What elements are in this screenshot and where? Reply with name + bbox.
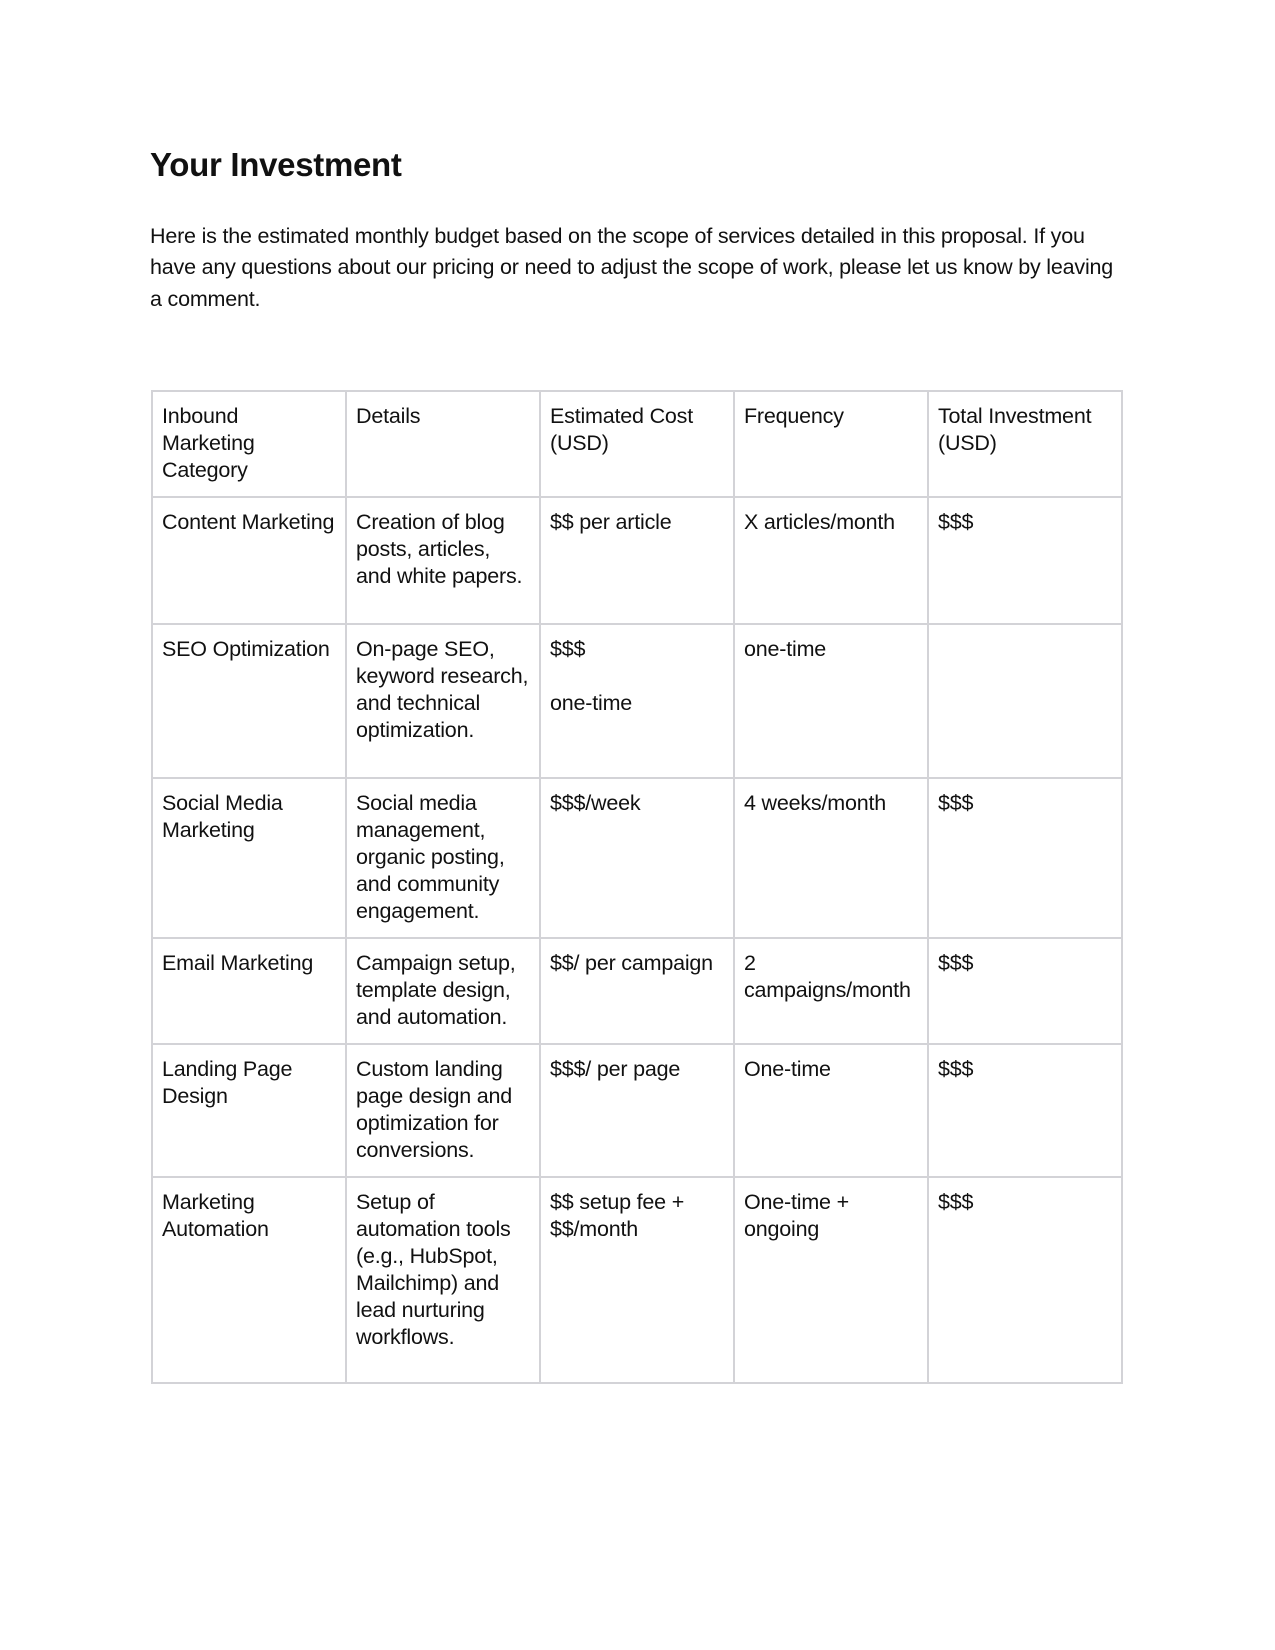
row-category: Social Media Marketing	[152, 778, 346, 938]
table-row	[152, 1044, 1122, 1177]
table-row	[152, 938, 1122, 1044]
row-details: Custom landing page design and optimization for conversions.	[346, 1044, 540, 1177]
row-frequency: One-time + ongoing	[734, 1177, 928, 1383]
table-header-row	[152, 391, 1122, 497]
row-frequency: 4 weeks/month	[734, 778, 928, 938]
row-total: $$$	[928, 938, 1122, 1044]
table-row	[152, 624, 1122, 778]
table-row	[152, 1177, 1122, 1383]
table-row	[152, 778, 1122, 938]
row-cost: $$$/week	[540, 778, 734, 938]
row-frequency: One-time	[734, 1044, 928, 1177]
row-category: Email Marketing	[152, 938, 346, 1044]
row-details: Social media management, organic posting, and community engagement.	[346, 778, 540, 938]
row-frequency: 2 campaigns/month	[734, 938, 928, 1044]
header-details: Details	[346, 391, 540, 497]
table-row	[152, 497, 1122, 624]
row-cost: $$ per article	[540, 497, 734, 624]
row-category: Landing Page Design	[152, 1044, 346, 1177]
cost-value: $$$	[550, 637, 586, 661]
header-category: Inbound Marketing Category	[152, 391, 346, 497]
row-total	[928, 624, 1122, 778]
row-details: Campaign setup, template design, and automation.	[346, 938, 540, 1044]
document-page	[150, 145, 1125, 315]
header-estimated-cost: Estimated Cost (USD)	[540, 391, 734, 497]
row-frequency: one-time	[734, 624, 928, 778]
header-total-investment: Total Investment (USD)	[928, 391, 1122, 497]
row-total: $$$	[928, 1177, 1122, 1383]
row-details: Creation of blog posts, articles, and white papers.	[346, 497, 540, 624]
row-cost: $$/ per campaign	[540, 938, 734, 1044]
cost-note: one-time	[550, 691, 633, 715]
row-frequency: X articles/month	[734, 497, 928, 624]
row-cost: $$$/ per page	[540, 1044, 734, 1177]
row-cost: $$ setup fee + $$/month	[540, 1177, 734, 1383]
row-total: $$$	[928, 778, 1122, 938]
row-category: Marketing Automation	[152, 1177, 346, 1383]
row-total: $$$	[928, 497, 1122, 624]
header-frequency: Frequency	[734, 391, 928, 497]
row-total: $$$	[928, 1044, 1122, 1177]
intro-paragraph: Here is the estimated monthly budget based on the scope of services detailed in this proposal. If you have any questions about our pricing or need to adjust the scope of work, please let us know by leaving a comment.	[150, 223, 1114, 311]
row-category: SEO Optimization	[152, 624, 346, 778]
row-details: Setup of automation tools (e.g., HubSpot, Mailchimp) and lead nurturing workflows.	[346, 1177, 540, 1383]
page-title: Your Investment	[150, 146, 402, 183]
row-category: Content Marketing	[152, 497, 346, 624]
investment-table	[151, 390, 1123, 1384]
row-cost	[540, 624, 734, 778]
row-details: On-page SEO, keyword research, and technical optimization.	[346, 624, 540, 778]
